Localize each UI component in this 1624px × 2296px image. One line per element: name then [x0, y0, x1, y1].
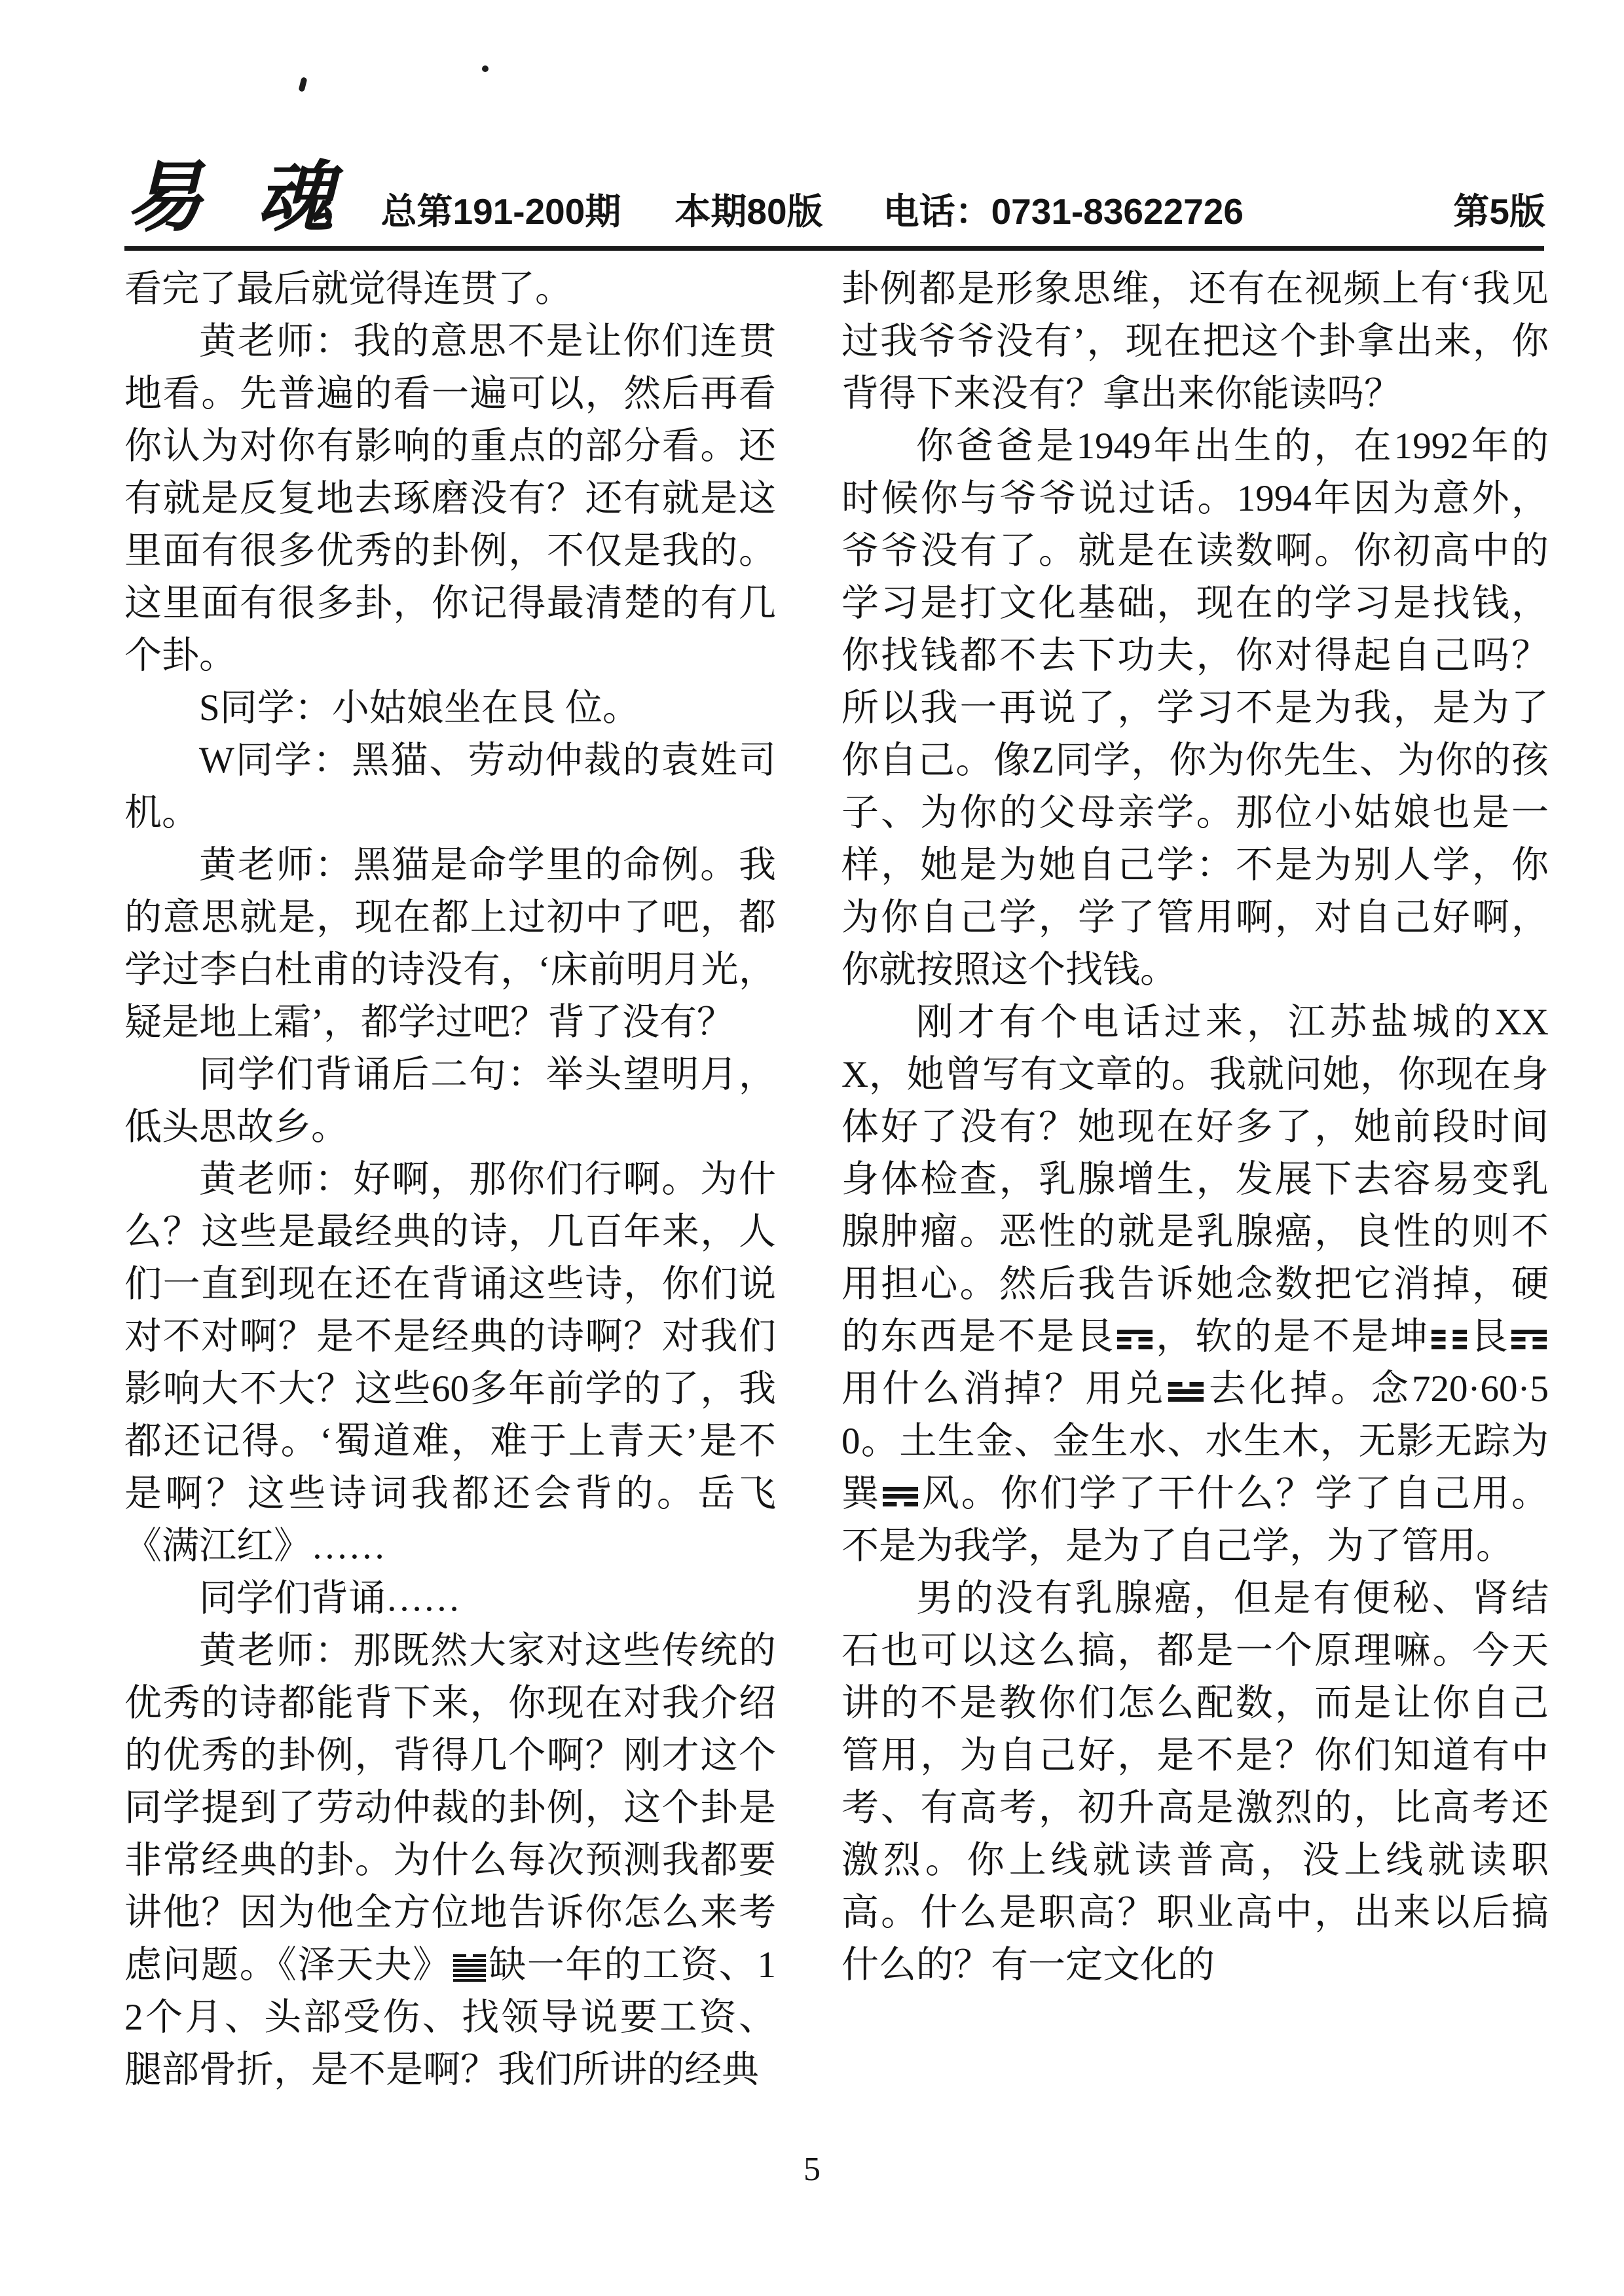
page-edition-label: 第5版	[1453, 191, 1545, 232]
phone-info: 电话：0731-83622726	[883, 191, 1244, 232]
paragraph: 黄老师：我的意思不是让你们连贯地看。先普遍的看一遍可以，然后再看你认为对你有影响的重点的部分看。还有就是反复地去琢磨没有？还有就是这里面有很多优秀的卦例，不仅是我的。这里面有很多卦，你记得最清楚的有几个卦。	[124, 321, 776, 676]
scan-speck	[298, 77, 307, 92]
text-column-left	[124, 263, 776, 2096]
hexagram-guai-icon	[453, 1952, 486, 1984]
edition-info: 本期80版	[674, 191, 823, 232]
paragraph: 黄老师：黑猫是命学里的命例。我的意思就是，现在都上过初中了吧，都学过李白杜甫的诗没有，‘床前明月光，疑是地上霜’，都学过吧？背了没有？	[124, 845, 776, 1043]
trigram-gen-icon	[1511, 1326, 1547, 1353]
trigram-gen-icon	[1117, 1326, 1153, 1353]
trigram-kun-icon	[1431, 1326, 1467, 1353]
issue-info: 总第191-200期	[380, 191, 621, 232]
trigram-xun-icon	[883, 1484, 918, 1510]
header-divider	[124, 246, 1544, 251]
paragraph: 你爸爸是1949年出生的，在1992年的时候你与爷爷说过话。1994年因为意外，爷爷没有了。就是在读数啊。你初高中的学习是打文化基础，现在的学习是找钱，你找钱都不去下功夫，你对得起自己吗？ 所以我一再说了，学习不是为我，是为了你自己。像Z同学，你为你先生、为你的孩子、为你的父母亲学。那位小姑娘也是一样，她是为她自己学：不是为别人学，你为你自己学，学了管用啊，对自己好啊，你就按照这个找钱。	[841, 426, 1549, 991]
paragraph: 同学们背诵后二句：举头望明月，低头思故乡。	[124, 1054, 776, 1148]
scan-speck	[482, 65, 489, 72]
paragraph: 男的没有乳腺癌，但是有便秘、肾结石也可以这么搞，都是一个原理嘛。今天讲的不是教你们怎么配数，而是让你自己管用，为自己好，是不是？你们知道有中考、有高考，初升高是激烈的，比高考还激烈。你上线就读普高，没上线就读职高。什么是职高？职业高中，出来以后搞什么的？有一定文化的	[841, 1578, 1549, 1986]
paragraph: S同学：小姑娘坐在艮 位。	[199, 687, 640, 729]
masthead-logo: 易 魂	[126, 155, 351, 241]
page-header	[126, 155, 1545, 241]
paragraph: 黄老师：那既然大家对这些传统的优秀的诗都能背下来，你现在对我介绍的优秀的卦例，背得几个啊？刚才这个同学提到了劳动仲裁的卦例，这个卦是非常经典的卦。为什么每次预测我都要讲他？因为他全方位地告诉你怎么来考虑问题。《泽天夬》 缺一年的工资、12个月、头部受伤、找领导说要工资、腿部骨折，是不是啊？我们所讲的经典	[124, 1630, 777, 2090]
paragraph: 黄老师：好啊，那你们行啊。为什么？这些是最经典的诗，几百年来，人们一直到现在还在背诵这些诗，你们说对不对啊？是不是经典的诗啊？对我们影响大不大？这些60多年前学的了，我都还记得。‘蜀道难，难于上青天’是不是啊？这些诗词我都还会背的。岳飞《满江红》……	[124, 1159, 776, 1567]
paragraph: 同学们背诵……	[199, 1578, 460, 1619]
paragraph: 刚才有个电话过来，江苏盐城的XXX，她曾写有文章的。我就问她，你现在身体好了没有？她现在好多了，她前段时间身体检查，乳腺增生，发展下去容易变乳腺肿瘤。恶性的就是乳腺癌，良性的则不用担心。然后我告诉她念数把它消掉，硬的东西是不是艮 ，软的是不是坤 艮 用什么消掉？用兑 去化掉。念720·60·50。土生金、金生水、水生木，无影无踪为巽 风。你们学了干什么？学了自己用。不是为我学，是为了自己学，为了管用。	[841, 1002, 1549, 1567]
paragraph: W同学：黑猫、劳动仲裁的袁姓司机。	[124, 740, 776, 833]
paragraph: 卦例都是形象思维，还有在视频上有‘我见过我爷爷没有’，现在把这个卦拿出来，你背得下来没有？拿出来你能读吗？	[841, 268, 1549, 414]
page-number: 5	[803, 2151, 821, 2188]
text-column-right	[841, 263, 1549, 1992]
paragraph: 看完了最后就觉得连贯了。	[124, 268, 572, 310]
trigram-dui-icon	[1168, 1379, 1204, 1405]
